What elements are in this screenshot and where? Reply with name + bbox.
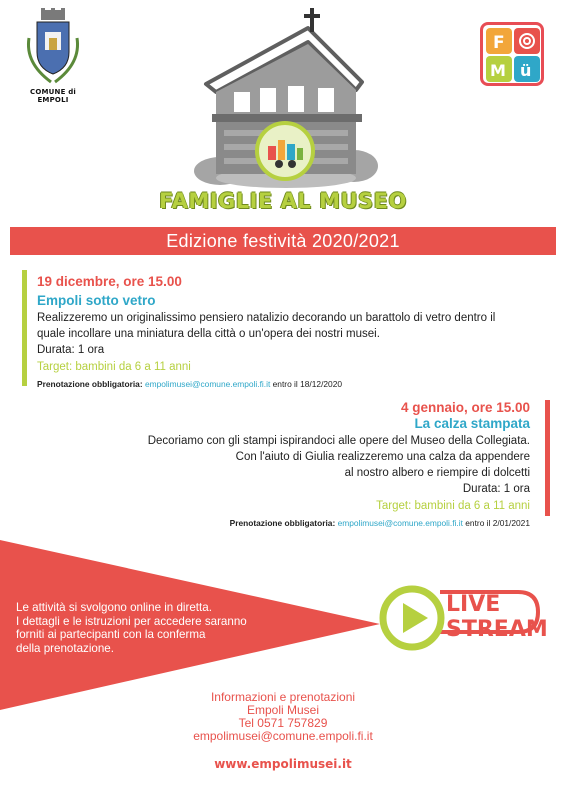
contact-email-link[interactable]: empolimusei@comune.empoli.fi.it <box>193 729 373 743</box>
event-title: La calza stampata <box>414 416 530 431</box>
event-accent-bar <box>22 270 27 386</box>
booking-label: Prenotazione obbligatoria <box>229 518 333 528</box>
description-line: Con l'aiuto di Giulia realizzeremo una calza da appendere <box>235 451 530 463</box>
contact-info <box>0 691 566 743</box>
logo-f-tile <box>486 28 512 54</box>
svg-text:ü: ü <box>520 61 532 80</box>
stream-label: STREAM <box>446 617 548 642</box>
event-card <box>37 274 527 389</box>
svg-text:M: M <box>490 61 506 80</box>
event-booking: Prenotazione obbligatoria: empolimusei@comune.empoli.fi.it entro il 18/12/2020 <box>37 379 343 389</box>
description-line: Realizzeremo un originalissimo pensiero natalizio decorando un barattolo di vetro dentro il <box>37 312 496 324</box>
famiglie-al-museo-logo <box>480 22 544 86</box>
event-duration: Durata: 1 ora <box>462 483 530 495</box>
event-booking: Prenotazione obbligatoria: empolimusei@comune.empoli.fi.it entro il 2/01/2021 <box>229 518 530 528</box>
event-duration: Durata: 1 ora <box>37 344 105 356</box>
booking-email-link[interactable]: empolimusei@comune.empoli.fi.it <box>337 518 463 528</box>
event-date: 4 gennaio, ore 15.00 <box>400 400 530 415</box>
svg-text:F: F <box>493 33 505 53</box>
event-description <box>120 433 530 481</box>
booking-deadline: entro il 2/01/2021 <box>465 518 530 528</box>
event-card <box>120 400 530 528</box>
municipal-crest <box>18 8 88 104</box>
logo-u-tile <box>514 56 540 82</box>
website-link[interactable]: www.empolimusei.it <box>214 757 352 771</box>
booking-email-link[interactable]: empolimusei@comune.empoli.fi.it <box>144 379 271 389</box>
live-label: LIVE <box>446 592 501 617</box>
crest-label: COMUNE di EMPOLI <box>29 88 77 104</box>
play-icon <box>383 589 441 647</box>
event-target: Target: bambini da 6 a 11 anni <box>37 361 191 373</box>
event-target: Target: bambini da 6 a 11 anni <box>376 500 530 512</box>
contact-heading: Informazioni e prenotazioni <box>210 690 356 704</box>
description-line: quale incollare una miniatura della città o un'opera dei nostri musei. <box>37 328 380 340</box>
info-line: Le attività si svolgono online in diretta. <box>16 601 212 614</box>
description-line: al nostro albero e riempire di dolcetti <box>344 467 530 479</box>
event-accent-bar <box>545 400 550 516</box>
event-description <box>37 310 527 342</box>
info-line: forniti ai partecipanti con la conferma <box>16 628 206 641</box>
logo-m-tile <box>486 56 512 82</box>
info-line: della prenotazione. <box>16 641 114 655</box>
contact-phone[interactable]: Tel 0571 757829 <box>238 716 328 730</box>
contact-org: Empoli Musei <box>246 703 320 717</box>
logo-spiral-tile <box>514 28 540 54</box>
live-stream-text <box>446 592 548 642</box>
booking-label: Prenotazione obbligatoria <box>37 379 140 389</box>
online-info-text <box>16 601 336 655</box>
museum-building-icon <box>186 6 382 191</box>
description-line: Decoriamo con gli stampi ispirandoci alle opere del Museo della Collegiata. <box>147 435 530 447</box>
municipal-crest-icon <box>23 8 83 86</box>
booking-deadline: entro il 18/12/2020 <box>272 379 343 389</box>
info-line: I dettagli e le istruzioni per accedere saranno <box>16 614 247 628</box>
poster-title: FAMIGLIE AL MUSEO <box>159 189 407 213</box>
event-title: Empoli sotto vetro <box>37 293 156 308</box>
edition-banner: Edizione festività 2020/2021 <box>10 227 556 255</box>
event-date: 19 dicembre, ore 15.00 <box>37 274 182 289</box>
